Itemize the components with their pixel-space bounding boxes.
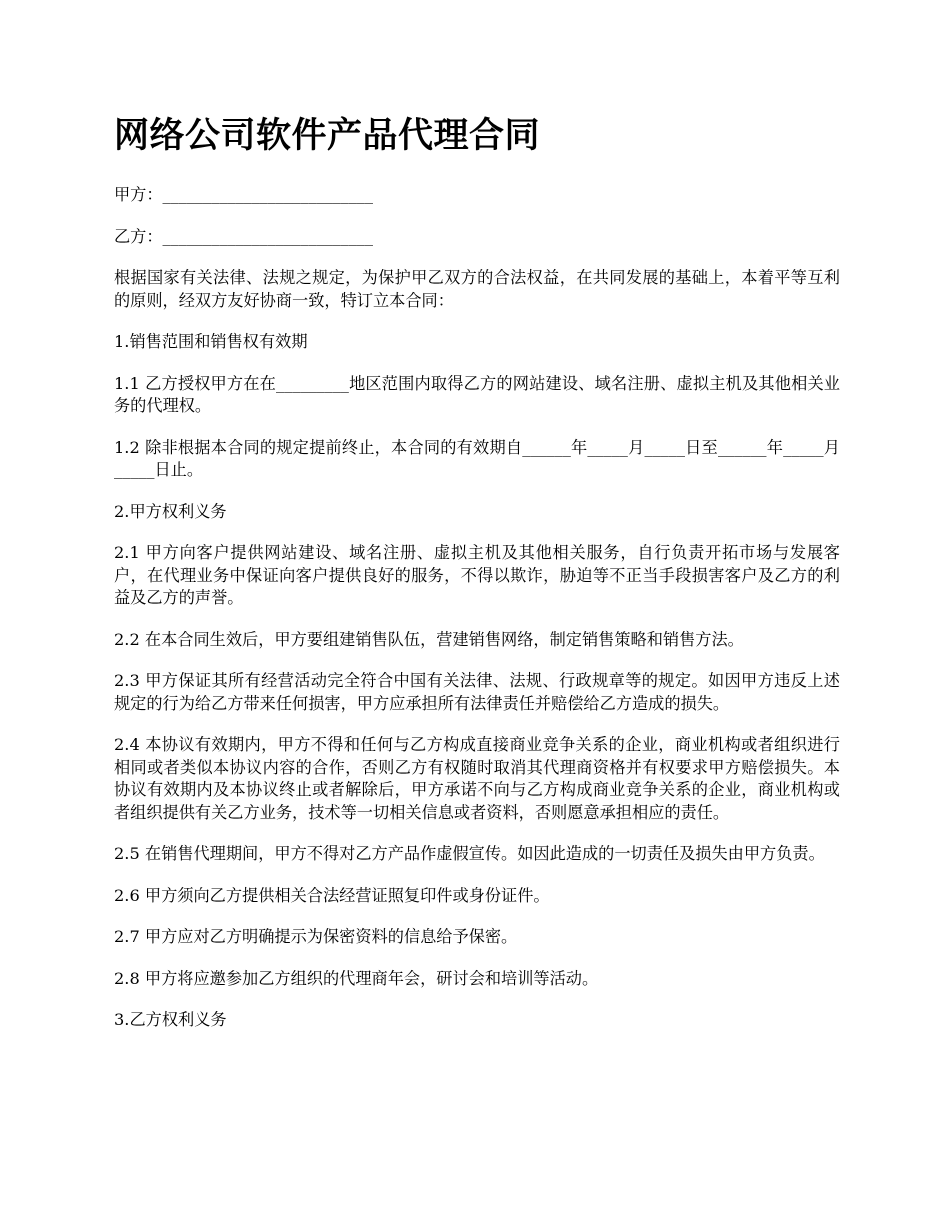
clause-2-3: 2.3 甲方保证其所有经营活动完全符合中国有关法律、法规、行政规章等的规定。如因甲方违反上述规定的行为给乙方带来任何损害，甲方应承担所有法律责任并赔偿给乙方造成的损失。 [114,671,840,713]
section-heading-2: 2.甲方权利义务 [114,501,227,521]
clause-2-5: 2.5 在销售代理期间，甲方不得对乙方产品作虚假宣传。如因此造成的一切责任及损失由甲方负责。 [114,844,825,863]
clause-2-7: 2.7 甲方应对乙方明确提示为保密资料的信息给予保密。 [114,927,518,946]
clause-1-2: 1.2 除非根据本合同的规定提前终止，本合同的有效期自______年_____月_____日至______年_____月_____日止。 [114,437,840,479]
preamble-paragraph: 根据国家有关法律、法规之规定，为保护甲乙双方的合法权益，在共同发展的基础上，本着平等互利的原则，经双方友好协商一致，特订立本合同： [114,268,840,310]
clause-2-8: 2.8 甲方将应邀参加乙方组织的代理商年会，研讨会和培训等活动。 [114,968,599,988]
section-heading-1: 1.销售范围和销售权有效期 [114,332,308,351]
party-a-line: 甲方：__________________________ [114,185,373,204]
clause-2-6: 2.6 甲方须向乙方提供相关合法经营证照复印件或身份证件。 [114,885,550,905]
clause-2-1: 2.1 甲方向客户提供网站建设、域名注册、虚拟主机及其他相关服务，自行负责开拓市场与发展客户，在代理业务中保证向客户提供良好的服务，不得以欺诈，胁迫等不正当手段损害客户及乙方的利益及乙方的声誉。 [114,543,840,607]
clause-1-1: 1.1 乙方授权甲方在在_________地区范围内取得乙方的网站建设、域名注册、虚拟主机及其他相关业务的代理权。 [114,373,840,415]
section-heading-3: 3.乙方权利义务 [114,1010,227,1029]
clause-2-4: 2.4 本协议有效期内，甲方不得和任何与乙方构成直接商业竞争关系的企业，商业机构或者组织进行相同或者类似本协议内容的合作，否则乙方有权随时取消其代理商资格并有权要求甲方赔偿损失。本协议有效期内及本协议终止或者解除后，甲方承诺不向与乙方构成商业竞争关系的企业，商业机构或者组织提供有关乙方业务，技术等一切相关信息或者资料，否则愿意承担相应的责任。 [114,735,840,822]
document-page [114,112,840,1051]
party-b-line: 乙方：__________________________ [114,226,373,246]
clause-2-2: 2.2 在本合同生效后，甲方要组建销售队伍，营建销售网络，制定销售策略和销售方法。 [114,629,744,649]
document-title: 网络公司软件产品代理合同 [114,116,541,156]
